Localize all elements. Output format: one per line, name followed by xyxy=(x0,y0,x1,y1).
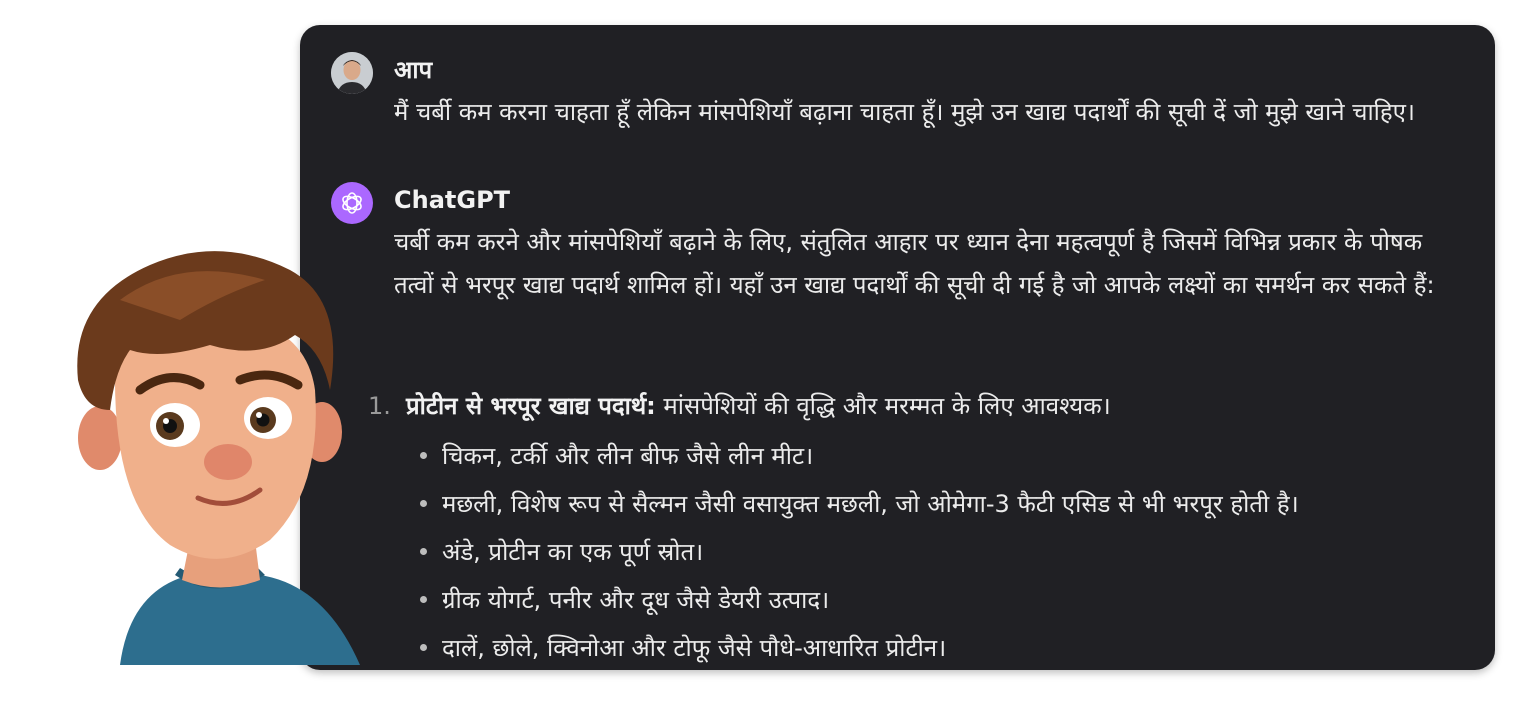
chat-conversation-panel xyxy=(300,25,1495,670)
sublist-item: ग्रीक योगर्ट, पनीर और दूध जैसे डेयरी उत्पाद। xyxy=(420,576,1470,624)
assistant-avatar xyxy=(331,182,373,224)
user-photo-avatar-icon xyxy=(331,52,373,94)
user-message-text: मैं चर्बी कम करना चाहता हूँ लेकिन मांसपेशियाँ बढ़ाना चाहता हूँ। मुझे उन खाद्य पदार्थों की सूची दें जो मुझे खाने चाहिए। xyxy=(394,98,1415,126)
assistant-author-name: ChatGPT xyxy=(394,186,511,214)
sublist-item: अंडे, प्रोटीन का एक पूर्ण स्रोत। xyxy=(420,528,1470,576)
user-author-name: आप xyxy=(394,56,433,84)
sublist-item: चिकन, टर्की और लीन बीफ जैसे लीन मीट। xyxy=(420,432,1470,480)
list-item-title: प्रोटीन से भरपूर खाद्य पदार्थ: xyxy=(406,392,656,420)
user-avatar xyxy=(331,52,373,94)
list-item xyxy=(368,383,1468,429)
sublist-item: दालें, छोले, क्विनोआ और टोफू जैसे पौधे-आधारित प्रोटीन। xyxy=(420,624,1470,670)
sublist-item: मछली, विशेष रूप से सैल्मन जैसी वसायुक्त मछली, जो ओमेगा-3 फैटी एसिड से भी भरपूर होती है। xyxy=(420,480,1470,528)
list-item-description: मांसपेशियों की वृद्धि और मरम्मत के लिए आवश्यक। xyxy=(655,392,1111,420)
food-list xyxy=(368,383,1468,429)
openai-logo-icon xyxy=(339,190,365,216)
cartoon-boy-illustration xyxy=(60,240,370,665)
protein-food-sublist xyxy=(420,432,1470,670)
list-number: 1. xyxy=(368,392,391,420)
assistant-intro-text: चर्बी कम करने और मांसपेशियाँ बढ़ाने के लिए, संतुलित आहार पर ध्यान देना महत्वपूर्ण है जिसमें विभिन्न प्रकार के पोषक तत्वों से भरपूर खाद्य पदार्थ शामिल हों। यहाँ उन खाद्य पदार्थों की सूची दी गई है जो आपके लक्ष्यों का समर्थन कर सकते हैं: xyxy=(394,228,1435,299)
